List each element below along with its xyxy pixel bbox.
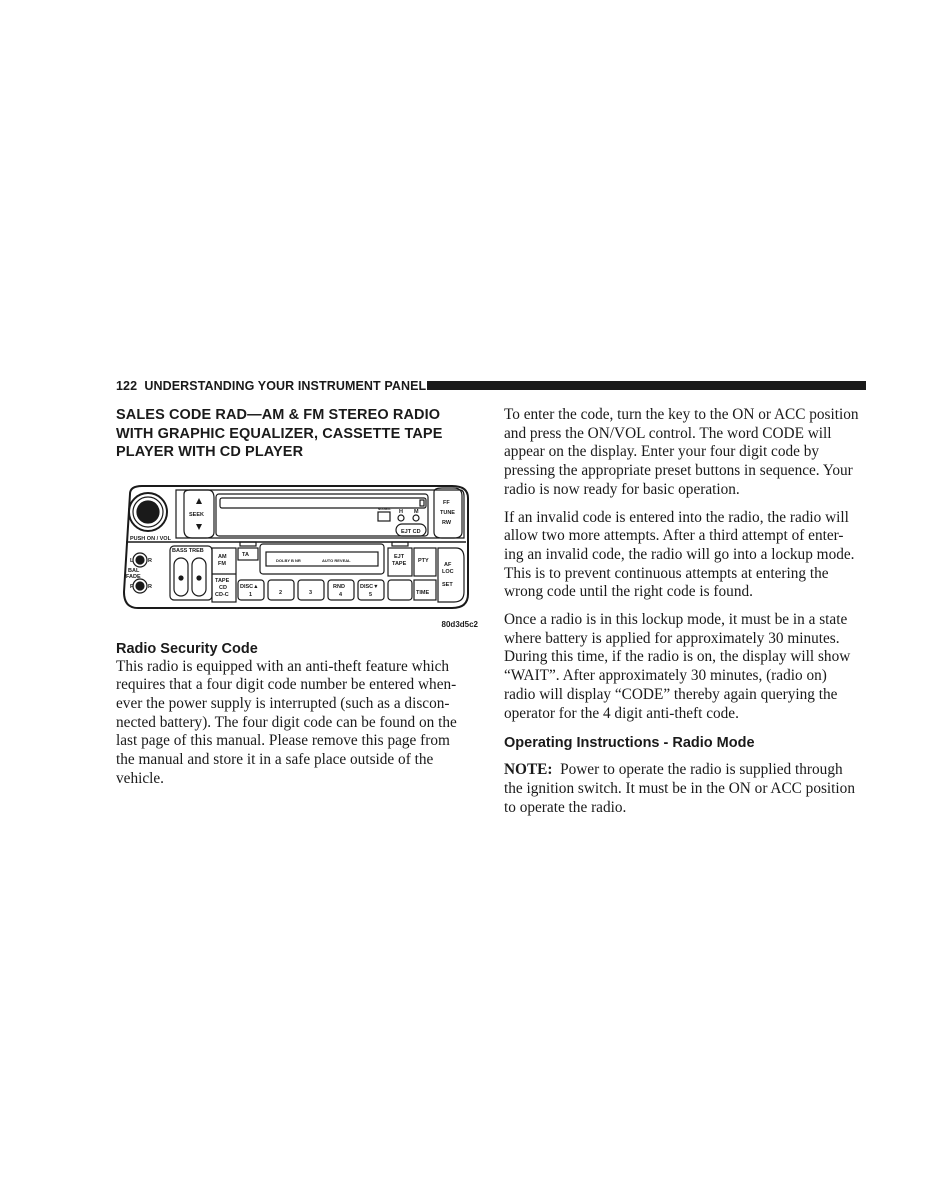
label-af: AF [444, 561, 452, 568]
label-h: H [399, 508, 403, 515]
radio-faceplate-drawing [116, 482, 478, 630]
text-line: nected battery). The four digit code can be found on the [116, 713, 457, 731]
text-line: If an invalid code is entered into the radio, the radio will [504, 508, 849, 526]
label-auto-reveal: AUTO REVEAL [322, 557, 351, 563]
text-line: vehicle. [116, 769, 164, 787]
left-column [116, 406, 478, 788]
radio-illustration [116, 482, 478, 630]
text-line: During this time, if the radio is on, the display will show [504, 648, 851, 666]
text-line: the manual and store it in a safe place outside of the [116, 751, 434, 769]
figure-code: 80d3d5c2 [441, 619, 478, 629]
label-dolby: DOLBY B NR [276, 557, 301, 563]
label-ejt: EJT [394, 553, 405, 560]
label-preset-2: 2 [279, 589, 283, 596]
label-cd: CD [219, 584, 227, 591]
text-line: where battery is applied for approximately 30 minutes. [504, 629, 840, 647]
label-tape-eject: TAPE [392, 560, 407, 567]
label-tape: TAPE [215, 577, 230, 584]
label-tune: TUNE [440, 509, 455, 516]
text-line: allow two more attempts. After a third attempt of enter- [504, 527, 844, 545]
label-ta: TA [242, 551, 249, 558]
label-ejt-cd: EJT CD [401, 528, 421, 535]
text-line: “WAIT”. After approximately 30 minutes, (radio on) [504, 667, 827, 685]
label-rnd: RND [333, 583, 345, 590]
text-line: requires that a four digit code number be entered when- [116, 676, 457, 694]
text-line: Power to operate the radio is supplied through [560, 761, 843, 779]
right-column [504, 406, 867, 817]
paragraph-enter-code [504, 406, 867, 500]
header-rule [427, 381, 866, 390]
text-line: appear on the display. Enter your four digit code by [504, 443, 820, 461]
label-cd-c: CD-C [215, 591, 229, 598]
paragraph-security [116, 658, 478, 789]
label-preset-3: 3 [309, 589, 313, 596]
label-r: R [148, 557, 152, 564]
heading-line: WITH GRAPHIC EQUALIZER, CASSETTE TAPE [116, 425, 443, 442]
label-f: F [130, 583, 134, 590]
label-bass-treb: BASS TREB [172, 547, 204, 554]
paragraph-lockup-mode [504, 611, 867, 723]
label-seek: SEEK [189, 511, 204, 518]
label-r-fade: R [148, 583, 152, 590]
label-preset-1: 1 [249, 591, 253, 598]
label-disc-up: DISC▲ [240, 583, 259, 590]
text-line: operator for the 4 digit anti-theft code. [504, 704, 739, 722]
text-line: pressing the appropriate preset buttons in sequence. Your [504, 462, 853, 480]
text-line: To enter the code, turn the key to the ON or ACC position [504, 406, 859, 423]
label-rw: RW [442, 519, 452, 526]
label-pty: PTY [418, 557, 429, 564]
label-preset-4: 4 [339, 591, 343, 598]
subheading-radio-security-code: Radio Security Code [116, 640, 258, 657]
label-time: TIME [416, 589, 430, 596]
heading-line: SALES CODE RAD—AM & FM STEREO RADIO [116, 407, 441, 423]
paragraph-note [504, 761, 867, 817]
paragraph-invalid-code [504, 509, 867, 603]
text-line: Once a radio is in this lockup mode, it must be in a state [504, 611, 848, 629]
label-fade: FADE [126, 573, 141, 580]
label-normal: NORMAL [378, 506, 392, 511]
page-header [116, 378, 866, 394]
note-label: NOTE: [504, 761, 553, 779]
text-line: ing an invalid code, the radio will go into a lockup mode. [504, 545, 855, 563]
text-line: ever the power supply is interrupted (such as a discon- [116, 694, 450, 712]
subheading-operating-instructions: Operating Instructions - Radio Mode [504, 735, 755, 752]
header-text [116, 378, 426, 394]
label-set: SET [442, 581, 453, 588]
text-line: to operate the radio. [504, 798, 627, 816]
text-line: the ignition switch. It must be in the ON or ACC position [504, 779, 855, 797]
label-l: L [130, 557, 134, 564]
label-preset-5: 5 [369, 591, 373, 598]
page-number: 122 [116, 379, 138, 393]
label-m: M [414, 508, 419, 515]
text-line: wrong code until the right code is found. [504, 583, 753, 601]
label-ff: FF [443, 499, 450, 506]
text-line: This is to prevent continuous attempts at entering the [504, 564, 829, 582]
label-loc: LOC [442, 568, 454, 575]
running-section-title: UNDERSTANDING YOUR INSTRUMENT PANEL [144, 379, 427, 393]
section-heading [116, 406, 478, 462]
text-line: radio will display “CODE” thereby again querying the [504, 685, 838, 703]
text-line: last page of this manual. Please remove this page from [116, 732, 450, 750]
text-line: and press the ON/VOL control. The word CODE will [504, 424, 832, 442]
heading-line: PLAYER WITH CD PLAYER [116, 444, 304, 460]
label-push-on-vol: PUSH ON / VOL [130, 535, 171, 542]
label-am: AM [218, 553, 227, 560]
label-bal: BAL [128, 567, 140, 574]
label-disc-down: DISC▼ [360, 583, 379, 590]
text-line: This radio is equipped with an anti-theft feature which [116, 657, 450, 675]
text-line: radio is now ready for basic operation. [504, 480, 740, 498]
label-fm: FM [218, 560, 226, 567]
